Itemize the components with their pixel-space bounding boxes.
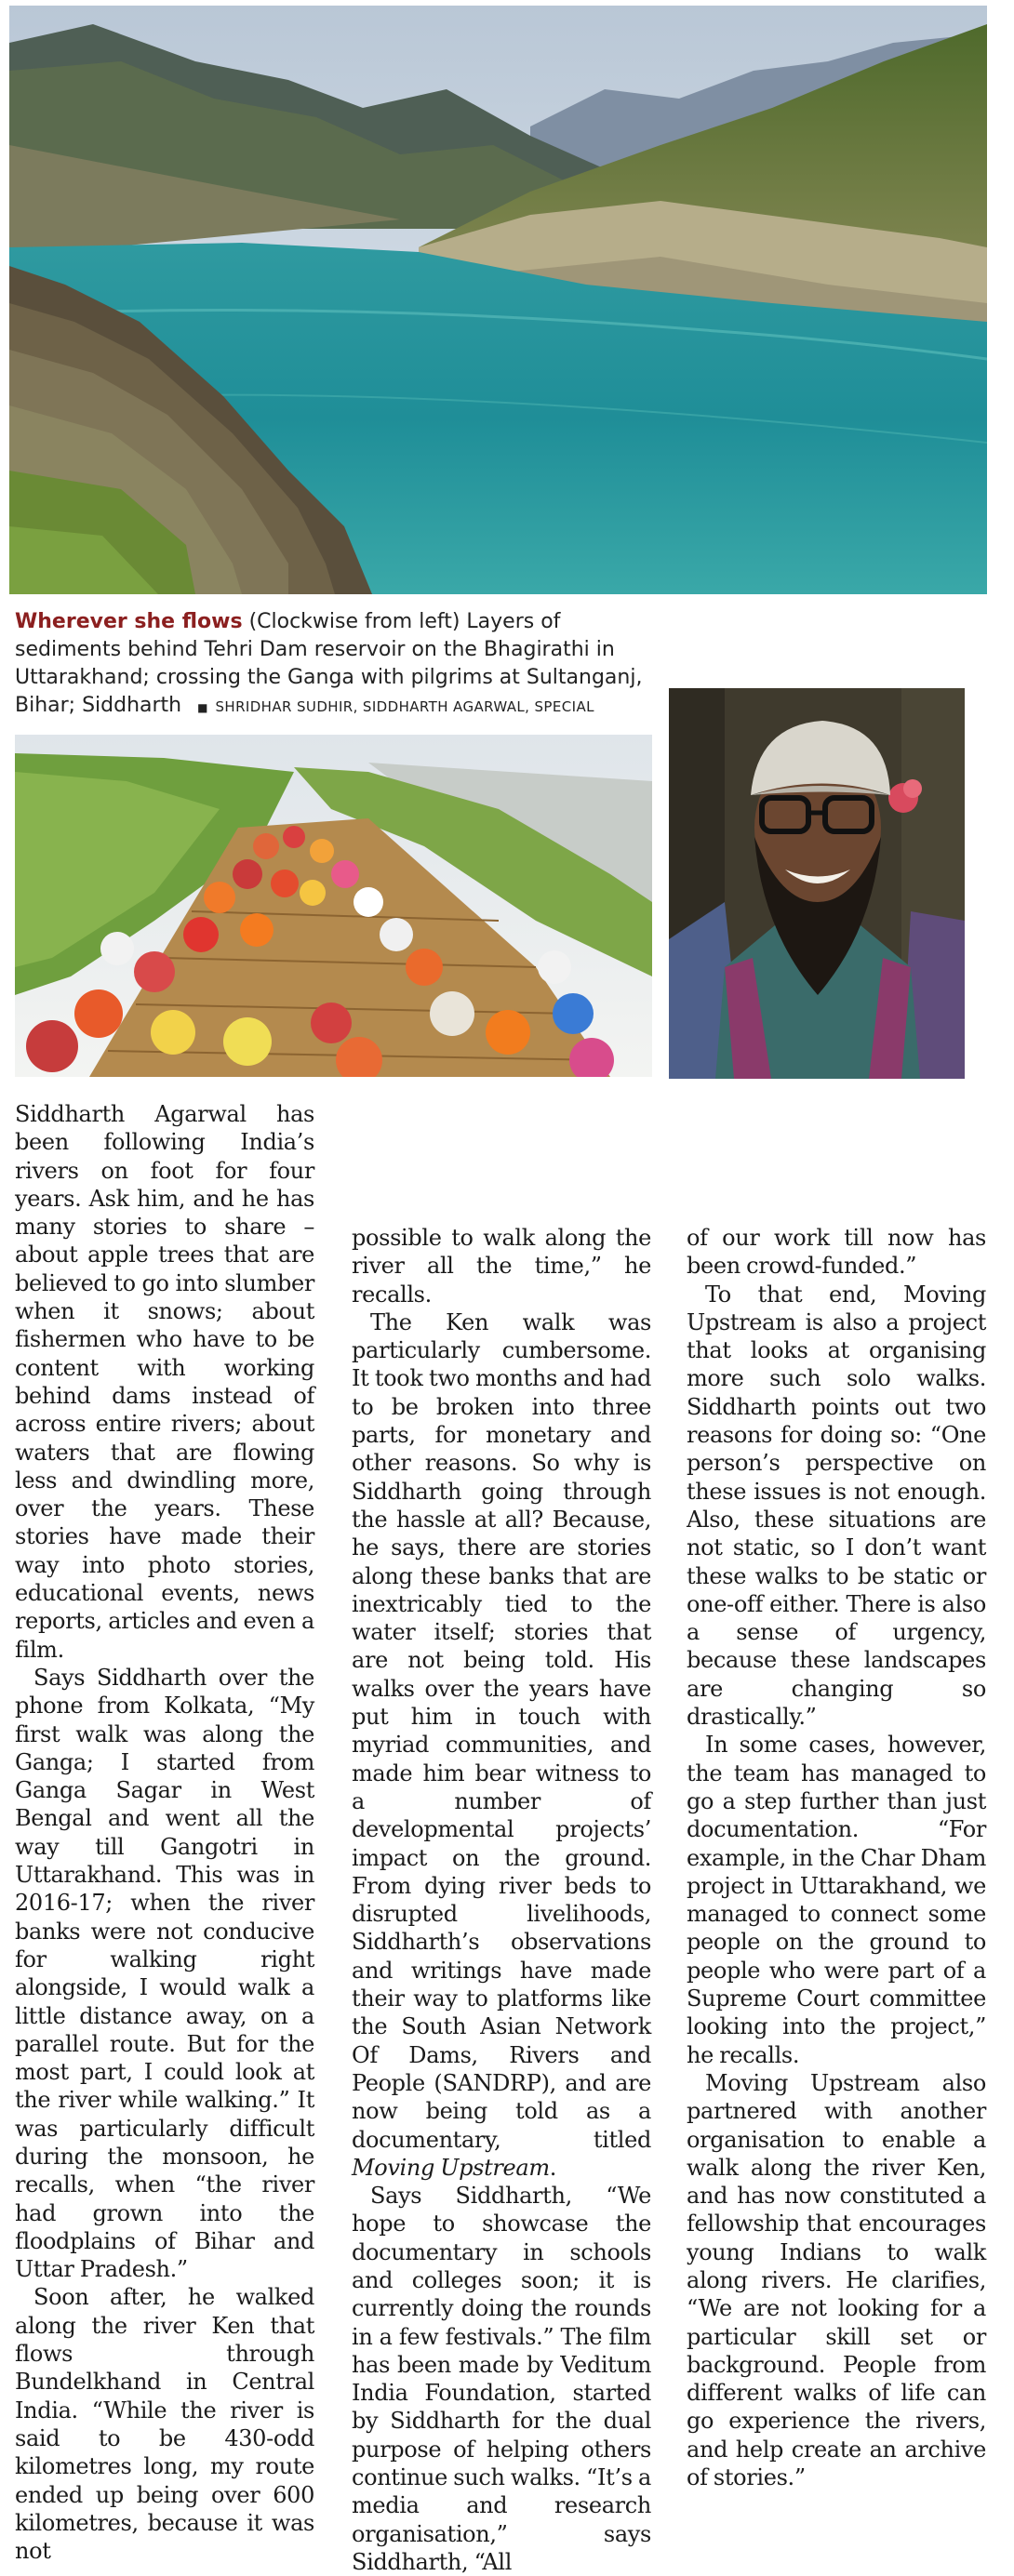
- article-paragraph: Siddharth Agarwal has been following India’s rivers on foot for four years. Ask him, and he has many stories to share – about apple trees that are believed to go into slumber when it snows; about fishermen who have to be content with working behind dams instead of across entire rivers; about waters that are flowing less and dwindling more, over the years. These stories have made their way into photo stories, educational events, news reports, articles and even a film.: [15, 1101, 314, 1663]
- article-paragraph: Says Siddharth over the phone from Kolkata, “My first walk was along the Ganga; I started from Ganga Sagar in West Bengal and went all the way till Gangotri in Uttarakhand. This was in 2016-17; when the river banks were not conducive for walking right alongside, I would walk a little distance away, on a parallel route. But for the most part, I could look at the river while walking.” It was particularly difficult during the monsoon, he recalls, when “the river had grown into the floodplains of Bihar and Uttar Pradesh.”: [15, 1664, 314, 2283]
- article-paragraph: In some cases, however, the team has managed to go a step further than just documentation. “For example, in the Char Dham project in Uttarakhand, we managed to connect some people on the ground to people who were part of a Supreme Court committee looking into the project,” he recalls.: [687, 1732, 986, 2068]
- photo-caption: [15, 608, 657, 722]
- article-paragraph: possible to walk along the river all the time,” he recalls.: [352, 1225, 651, 1308]
- article-column-3: [687, 1224, 986, 2491]
- siddharth-portrait-photo: [669, 688, 965, 1079]
- article-column-2: [352, 1224, 651, 2576]
- article-column-1: [15, 1100, 314, 2565]
- article-paragraph: of our work till now has been crowd-funded.”: [687, 1225, 986, 1280]
- credit-bullet-icon: ■: [197, 701, 208, 714]
- article-paragraph: [352, 1308, 651, 2182]
- article-paragraph-text: The Ken walk was particularly cumbersome. It took two months and had to be broken into three parts, for monetary and other reasons. So why is Siddharth going through the hassle at all? Because, he says, there are stories along these banks that are inextricably tied to the water itself; stories that are not being told. His walks over the years have put him in touch with myriad communities, and made him bear witness to a number of developmental projects’ impact on the ground. From dying river beds to disrupted livelihoods, Siddharth’s observations and writings have made their way to platforms like the South Asian Network Of Dams, Rivers and People (SANDRP), and are now being told as a documentary, titled: [352, 1308, 651, 2153]
- tehri-dam-reservoir-photo: [9, 6, 987, 594]
- caption-text: (Clockwise from left) Layers of sediments behind Tehri Dam reservoir on the Bhagirathi in Uttarakhand; crossing the Ganga with pilgrims at Sultanganj, Bihar; Siddharth: [15, 610, 643, 717]
- article-paragraph: Says Siddharth, “We hope to showcase the documentary in schools and colleges soon; it is currently doing the rounds in a few festivals.” The film has been made by Veditum India Foundation, started by Siddharth for the dual purpose of helping others continue such walks. “It’s a media and research organisation,” says Siddharth, “All: [352, 2183, 651, 2575]
- photo-credit: SHRIDHAR SUDHIR, SIDDHARTH AGARWAL, SPECIAL: [215, 698, 594, 715]
- article-paragraph: To that end, Moving Upstream is also a project that looks at organising more such solo walks. Siddharth points out two reasons for doing so: “One person’s perspective on these issues is not enough. Also, these situations are not static, so I don’t want these walks to be static or one-off either. There is also a sense of urgency, because these landscapes are changing so drastically.”: [687, 1281, 986, 1731]
- pilgrims-boat-photo: [15, 735, 652, 1077]
- film-title-end: .: [549, 2154, 557, 2181]
- film-title: Moving Upstream: [352, 2154, 550, 2181]
- article-paragraph: Moving Upstream also partnered with another organisation to enable a walk along the river Ken, and has now constituted a fellowship that encourages young Indians to walk along rivers. He clarifies, “We are not looking for a particular skill set or background. People from different walks of life can go experience the rivers, and help create an archive of stories.”: [687, 2069, 986, 2491]
- caption-kicker: Wherever she flows: [15, 610, 243, 633]
- article-paragraph: Soon after, he walked along the river Ken that flows through Bundelkhand in Central India. “While the river is said to be 430-odd kilometres long, my route ended up being over 600 kilometres, because it was not: [15, 2284, 314, 2565]
